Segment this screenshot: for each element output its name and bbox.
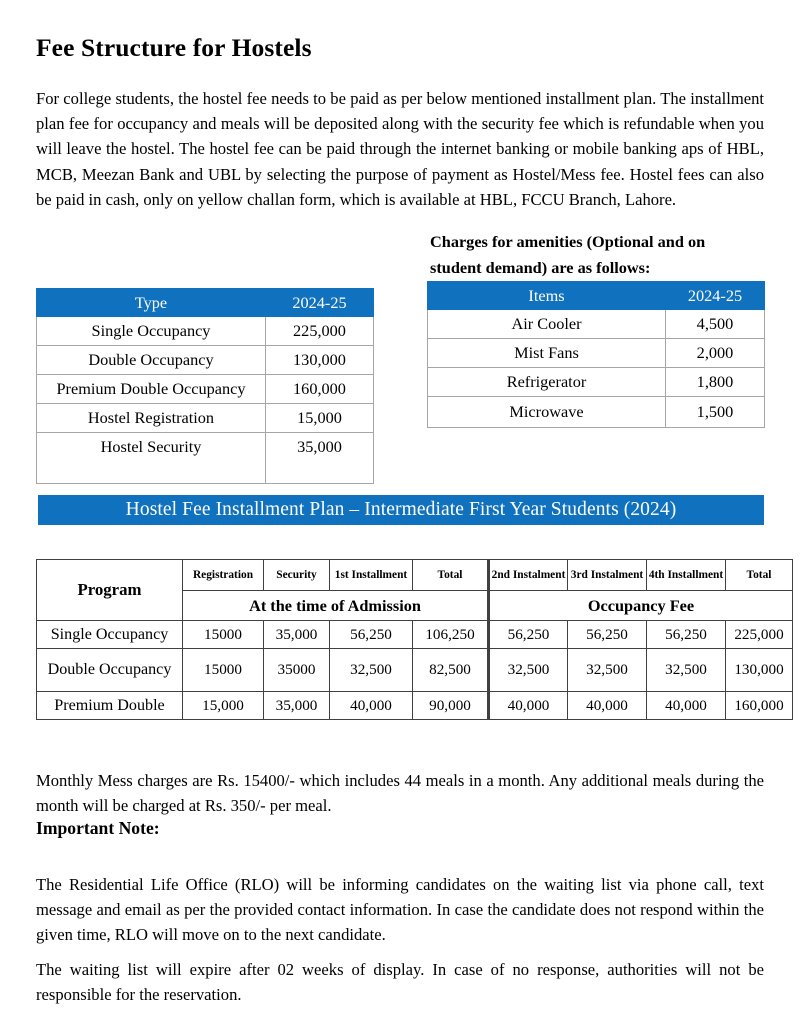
- plan-group-occupancy: Occupancy Fee: [489, 591, 793, 621]
- amenities-table: [427, 281, 765, 428]
- table-row: [428, 310, 765, 339]
- plan-header-installment-3: 3rd Instalment: [568, 560, 647, 591]
- fee-amount-cell: 130,000: [266, 346, 374, 375]
- plan-total-occupancy-cell: 130,000: [726, 649, 793, 692]
- plan-registration-cell: 15000: [183, 621, 264, 649]
- table-header-row: [37, 289, 374, 317]
- table-row: [37, 692, 793, 720]
- plan-header-total-admission: Total: [413, 560, 489, 591]
- page-title: Fee Structure for Hostels: [36, 33, 312, 63]
- amenities-header-year: 2024-25: [666, 282, 765, 310]
- fee-structure-table: [36, 288, 374, 484]
- plan-registration-cell: 15000: [183, 649, 264, 692]
- installment-plan-table: [36, 559, 784, 720]
- table-row: [428, 368, 765, 397]
- plan-installment-1-cell: 40,000: [330, 692, 413, 720]
- fee-amount-cell: 35,000: [266, 433, 374, 484]
- table-row: [37, 649, 793, 692]
- plan-security-cell: 35,000: [264, 692, 330, 720]
- intro-paragraph: For college students, the hostel fee needs to be paid as per below mentioned installment plan. The installment plan fee for occupancy and meals will be deposited along with the security fee which is refundable when you will leave the hostel. The hostel fee can be paid through the internet banking or mobile banking aps of HBL, MCB, Meezan Bank and UBL by selecting the purpose of payment as Hostel/Mess fee. Hostel fees can also be paid in cash, only on yellow challan form, which is available at HBL, FCCU Branch, Lahore.: [36, 88, 764, 210]
- plan-installment-1-cell: 32,500: [330, 649, 413, 692]
- plan-header-security: Security: [264, 560, 330, 591]
- plan-installment-3-cell: 40,000: [568, 692, 647, 720]
- plan-program-cell: Premium Double: [37, 692, 183, 720]
- installment-plan-banner: Hostel Fee Installment Plan – Intermediate First Year Students (2024): [38, 495, 764, 525]
- plan-installment-3-cell: 32,500: [568, 649, 647, 692]
- plan-program-cell: Double Occupancy: [37, 649, 183, 692]
- plan-security-cell: 35,000: [264, 621, 330, 649]
- fee-type-cell: Hostel Registration: [37, 404, 266, 433]
- plan-registration-cell: 15,000: [183, 692, 264, 720]
- fee-type-cell: Double Occupancy: [37, 346, 266, 375]
- plan-installment-1-cell: 56,250: [330, 621, 413, 649]
- fee-type-cell: Hostel Security: [37, 433, 266, 484]
- fee-header-year: 2024-25: [266, 289, 374, 317]
- table-row: [37, 621, 793, 649]
- plan-group-admission: At the time of Admission: [183, 591, 489, 621]
- amenity-item-cell: Mist Fans: [428, 339, 666, 368]
- rlo-note-paragraph: The Residential Life Office (RLO) will be informing candidates on the waiting list via phone call, text message and email as per the provided contact information. In case the candidate does not respond within the given time, RLO will move on to the next candidate.: [36, 874, 764, 945]
- amenity-amount-cell: 1,500: [666, 397, 765, 428]
- plan-total-occupancy-cell: 225,000: [726, 621, 793, 649]
- table-row: [37, 404, 374, 433]
- amenities-heading: Charges for amenities (Optional and on student demand) are as follows:: [430, 232, 706, 277]
- table-row: [37, 317, 374, 346]
- plan-total-admission-cell: 90,000: [413, 692, 489, 720]
- table-row: [37, 375, 374, 404]
- plan-header-registration: Registration: [183, 560, 264, 591]
- table-row: [37, 346, 374, 375]
- plan-header-installment-1: 1st Installment: [330, 560, 413, 591]
- waiting-list-note-paragraph: The waiting list will expire after 02 weeks of display. In case of no response, authorities will not be responsible for the reservation.: [36, 959, 764, 1004]
- fee-amount-cell: 15,000: [266, 404, 374, 433]
- amenity-amount-cell: 2,000: [666, 339, 765, 368]
- plan-header-total-occupancy: Total: [726, 560, 793, 591]
- table-header-row: [428, 282, 765, 310]
- plan-installment-2-cell: 32,500: [489, 649, 568, 692]
- fee-header-type: Type: [37, 289, 266, 317]
- plan-security-cell: 35000: [264, 649, 330, 692]
- important-note-heading: Important Note:: [36, 818, 160, 838]
- plan-installment-3-cell: 56,250: [568, 621, 647, 649]
- fee-amount-cell: 160,000: [266, 375, 374, 404]
- plan-header-installment-4: 4th Installment: [647, 560, 726, 591]
- amenity-amount-cell: 4,500: [666, 310, 765, 339]
- mess-charges-note: Monthly Mess charges are Rs. 15400/- which includes 44 meals in a month. Any additional meals during the month will be charged at Rs. 350/- per meal.: [36, 770, 764, 815]
- plan-header-installment-2: 2nd Instalment: [489, 560, 568, 591]
- plan-total-admission-cell: 106,250: [413, 621, 489, 649]
- plan-installment-2-cell: 56,250: [489, 621, 568, 649]
- plan-installment-4-cell: 40,000: [647, 692, 726, 720]
- fee-type-cell: Single Occupancy: [37, 317, 266, 346]
- plan-header-program: Program: [37, 560, 183, 621]
- amenity-item-cell: Air Cooler: [428, 310, 666, 339]
- table-row: [428, 339, 765, 368]
- plan-total-admission-cell: 82,500: [413, 649, 489, 692]
- plan-installment-4-cell: 32,500: [647, 649, 726, 692]
- table-row: [37, 433, 374, 484]
- amenity-item-cell: Microwave: [428, 397, 666, 428]
- plan-installment-4-cell: 56,250: [647, 621, 726, 649]
- amenities-header-items: Items: [428, 282, 666, 310]
- table-header-row: [37, 560, 793, 591]
- table-row: [428, 397, 765, 428]
- amenity-item-cell: Refrigerator: [428, 368, 666, 397]
- plan-installment-2-cell: 40,000: [489, 692, 568, 720]
- plan-total-occupancy-cell: 160,000: [726, 692, 793, 720]
- plan-program-cell: Single Occupancy: [37, 621, 183, 649]
- fee-amount-cell: 225,000: [266, 317, 374, 346]
- amenity-amount-cell: 1,800: [666, 368, 765, 397]
- fee-type-cell: Premium Double Occupancy: [37, 375, 266, 404]
